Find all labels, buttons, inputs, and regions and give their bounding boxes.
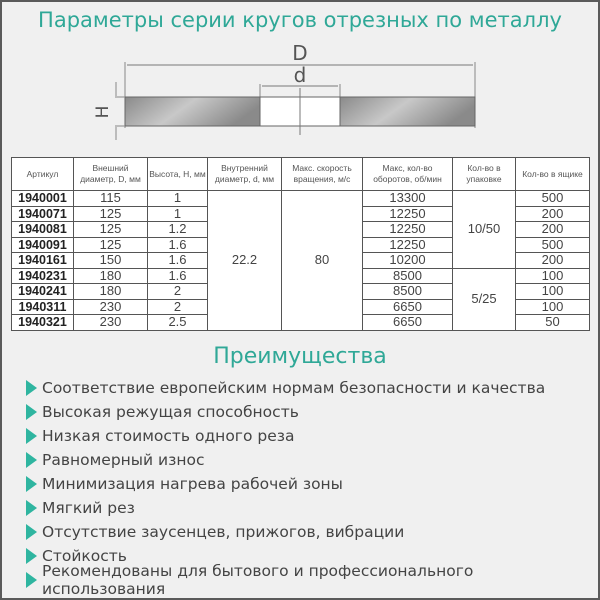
parameters-table [11,157,590,331]
max-rpm-cell: 12250 [363,237,453,253]
outer-diameter-cell: 230 [74,299,148,315]
triangle-bullet-icon [26,428,37,444]
outer-diameter-cell: 180 [74,268,148,284]
box-quantity-cell: 200 [516,253,590,269]
inner-diameter-cell: 22.2 [208,191,282,331]
advantage-text: Равномерный износ [42,451,205,469]
outer-diameter-cell: 115 [74,191,148,207]
outer-diameter-cell: 125 [74,206,148,222]
column-header: Высота, H, мм [148,158,208,191]
article-cell: 1940091 [12,237,74,253]
advantage-item [26,448,600,472]
article-cell: 1940231 [12,268,74,284]
advantage-item [26,472,600,496]
advantages-heading: Преимущества [213,344,387,369]
advantage-item [26,562,600,598]
column-header: Артикул [12,158,74,191]
page-title: Параметры серии кругов отрезных по металлу [38,8,562,32]
column-header: Кол-во в ящике [516,158,590,191]
max-rpm-cell: 6650 [363,299,453,315]
pack-quantity-cell: 10/50 [453,191,516,269]
height-cell: 1.6 [148,268,208,284]
advantage-item [26,424,600,448]
triangle-bullet-icon [26,524,37,540]
advantage-text: Минимизация нагрева рабочей зоны [42,475,343,493]
outer-diameter-cell: 180 [74,284,148,300]
column-header: Внутренний диаметр, d, мм [208,158,282,191]
box-quantity-cell: 100 [516,268,590,284]
max-rpm-cell: 12250 [363,222,453,238]
triangle-bullet-icon [26,548,37,564]
advantage-text: Высокая режущая способность [42,403,299,421]
triangle-bullet-icon [26,572,37,588]
advantage-item [26,400,600,424]
height-cell: 1 [148,206,208,222]
column-header: Внешний диаметр, D, мм [74,158,148,191]
advantage-item [26,376,600,400]
advantage-text: Мягкий рез [42,499,135,517]
disc-section-left [125,97,260,126]
advantage-text: Отсутствие заусенцев, прижогов, вибрации [42,523,405,541]
advantage-text: Стойкость [42,547,127,565]
inner-diameter-label: d [293,63,307,87]
advantages-list [26,376,600,598]
advantage-item [26,496,600,520]
triangle-bullet-icon [26,380,37,396]
box-quantity-cell: 50 [516,315,590,331]
box-quantity-cell: 100 [516,284,590,300]
triangle-bullet-icon [26,404,37,420]
box-quantity-cell: 500 [516,237,590,253]
article-cell: 1940241 [12,284,74,300]
max-rpm-cell: 10200 [363,253,453,269]
triangle-bullet-icon [26,500,37,516]
outer-diameter-label: D [292,41,308,65]
outer-diameter-cell: 125 [74,222,148,238]
box-quantity-cell: 500 [516,191,590,207]
max-rpm-cell: 12250 [363,206,453,222]
article-cell: 1940071 [12,206,74,222]
box-quantity-cell: 200 [516,222,590,238]
height-cell: 2 [148,284,208,300]
max-speed-cell: 80 [282,191,363,331]
column-header: Кол-во в упаковке [453,158,516,191]
advantage-item [26,520,600,544]
height-cell: 1.6 [148,237,208,253]
height-cell: 1.6 [148,253,208,269]
article-cell: 1940081 [12,222,74,238]
box-quantity-cell: 200 [516,206,590,222]
advantage-text: Соответствие европейским нормам безопасности и качества [42,379,546,397]
triangle-bullet-icon [26,452,37,468]
article-cell: 1940161 [12,253,74,269]
advantage-text: Рекомендованы для бытового и профессионального использования [42,562,474,598]
article-cell: 1940311 [12,299,74,315]
column-header: Макс. скорость вращения, м/с [282,158,363,191]
height-cell: 1.2 [148,222,208,238]
max-rpm-cell: 6650 [363,315,453,331]
height-cell: 2 [148,299,208,315]
max-rpm-cell: 8500 [363,284,453,300]
max-rpm-cell: 13300 [363,191,453,207]
outer-diameter-cell: 230 [74,315,148,331]
article-cell: 1940321 [12,315,74,331]
advantage-text: Низкая стоимость одного реза [42,427,295,445]
height-cell: 1 [148,191,208,207]
box-quantity-cell: 100 [516,299,590,315]
height-label: H [93,105,113,119]
outer-diameter-cell: 150 [74,253,148,269]
triangle-bullet-icon [26,476,37,492]
outer-diameter-cell: 125 [74,237,148,253]
column-header: Макс, кол-во оборотов, об/мин [363,158,453,191]
disc-section-right [340,97,475,126]
article-cell: 1940001 [12,191,74,207]
height-cell: 2.5 [148,315,208,331]
pack-quantity-cell: 5/25 [453,268,516,330]
disc-diagram [0,0,600,150]
max-rpm-cell: 8500 [363,268,453,284]
table-header-row [12,158,590,191]
table-row [12,191,590,207]
